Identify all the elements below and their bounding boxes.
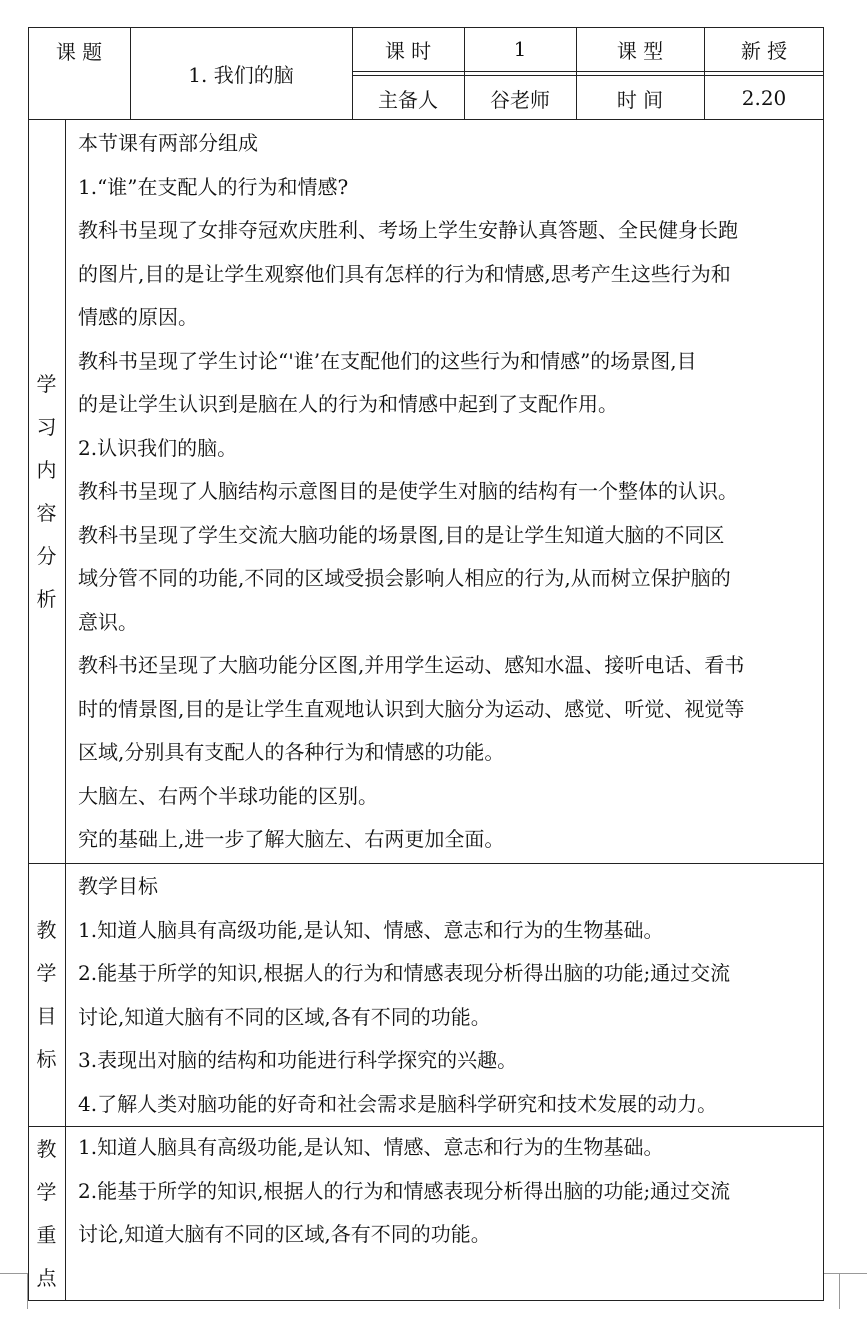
key-points-line: 2.能基于所学的知识,根据人的行为和情感表现分析得出脑的功能;通过交流	[78, 1178, 731, 1203]
analysis-line: 的图片,目的是让学生观察他们具有怎样的行为和情感,思考产生这些行为和	[78, 261, 731, 286]
objectives-line: 3.表现出对脑的结构和功能进行科学探究的兴趣。	[78, 1048, 518, 1072]
crop-mark	[824, 1273, 867, 1274]
topic-label: 课 题	[55, 39, 103, 64]
table-border-right	[823, 27, 824, 1301]
objectives-line: 讨论,知道大脑有不同的区域,各有不同的功能。	[78, 1004, 491, 1029]
analysis-line: 教科书呈现了人脑结构示意图目的是使学生对脑的结构有一个整体的认识。	[78, 479, 738, 503]
analysis-line: 区域,分别具有支配人的各种行为和情感的功能。	[78, 740, 505, 764]
objectives-line: 1.知道人脑具有高级功能,是认知、情感、意志和行为的生物基础。	[78, 917, 664, 942]
analysis-line: 教科书呈现了学生讨论“'谁’在支配他们的这些行为和情感”的场景图,目	[78, 348, 697, 373]
lesson-plan-table	[28, 27, 824, 1301]
crop-mark	[27, 1273, 28, 1309]
analysis-line: 大脑左、右两个半球功能的区别。	[78, 783, 378, 808]
analysis-line: 2.认识我们的脑。	[78, 435, 238, 460]
analysis-label-char: 分	[36, 543, 57, 568]
time-label: 时 间	[616, 87, 664, 112]
topic-value: 1. 我们的脑	[188, 63, 294, 87]
objectives-line: 2.能基于所学的知识,根据人的行为和情感表现分析得出脑的功能;通过交流	[78, 961, 731, 985]
analysis-label-char: 习	[36, 414, 57, 439]
analysis-line: 时的情景图,目的是让学生直观地认识到大脑分为运动、感觉、听觉、视觉等	[78, 696, 745, 721]
analysis-line: 情感的原因。	[78, 305, 198, 329]
objectives-label	[28, 864, 65, 1126]
preparer-value: 谷老师	[490, 87, 550, 112]
analysis-line: 教科书呈现了学生交流大脑功能的场景图,目的是让学生知道大脑的不同区	[78, 522, 725, 547]
objectives-line: 4.了解人类对脑功能的好奇和社会需求是脑科学研究和技术发展的动力。	[78, 1091, 718, 1116]
objectives-label-char: 目	[36, 1004, 57, 1028]
preparer-label: 主备人	[378, 87, 438, 112]
time-value: 2.20	[741, 86, 787, 110]
analysis-content	[78, 122, 816, 862]
objectives-content	[78, 865, 816, 1126]
label-column-divider	[65, 120, 66, 1301]
analysis-label-char: 内	[36, 457, 57, 482]
key-points-line: 1.知道人脑具有高级功能,是认知、情感、意志和行为的生物基础。	[78, 1135, 664, 1159]
analysis-line: 1.“谁”在支配人的行为和情感?	[78, 174, 349, 199]
objectives-label-char: 教	[36, 918, 57, 942]
analysis-line: 域分管不同的功能,不同的区域受损会影响人相应的行为,从而树立保护脑的	[78, 566, 731, 590]
section-rule	[28, 863, 824, 864]
key-points-label-char: 学	[36, 1180, 57, 1204]
analysis-line: 教科书还呈现了大脑功能分区图,并用学生运动、感知水温、接听电话、看书	[78, 653, 745, 677]
period-value: 1	[513, 37, 527, 61]
analysis-label-char: 容	[36, 500, 57, 525]
objectives-line: 教学目标	[78, 874, 158, 898]
key-points-label	[28, 1127, 65, 1301]
key-points-label-char: 重	[36, 1223, 57, 1247]
analysis-line: 教科书呈现了女排夺冠欢庆胜利、考场上学生安静认真答题、全民健身长跑	[78, 218, 738, 242]
analysis-line: 意识。	[78, 609, 138, 634]
analysis-line: 的是让学生认识到是脑在人的行为和情感中起到了支配作用。	[78, 392, 618, 416]
period-label: 课 时	[384, 38, 432, 63]
analysis-label-char: 析	[36, 586, 57, 611]
key-points-line: 讨论,知道大脑有不同的区域,各有不同的功能。	[78, 1222, 491, 1246]
key-points-label-char: 教	[36, 1137, 57, 1161]
crop-mark	[839, 1273, 840, 1309]
type-label: 课 型	[616, 38, 664, 63]
objectives-label-char: 学	[36, 961, 57, 985]
key-points-content	[78, 1126, 816, 1257]
crop-mark	[0, 1273, 28, 1274]
analysis-label-char: 学	[36, 371, 57, 396]
objectives-label-char: 标	[36, 1047, 57, 1071]
analysis-label	[28, 120, 65, 863]
analysis-line: 本节课有两部分组成	[78, 131, 258, 155]
type-value: 新 授	[740, 38, 788, 63]
table-border-bottom	[28, 1300, 824, 1301]
key-points-label-char: 点	[36, 1266, 57, 1290]
analysis-line: 究的基础上,进一步了解大脑左、右两更加全面。	[78, 827, 505, 851]
